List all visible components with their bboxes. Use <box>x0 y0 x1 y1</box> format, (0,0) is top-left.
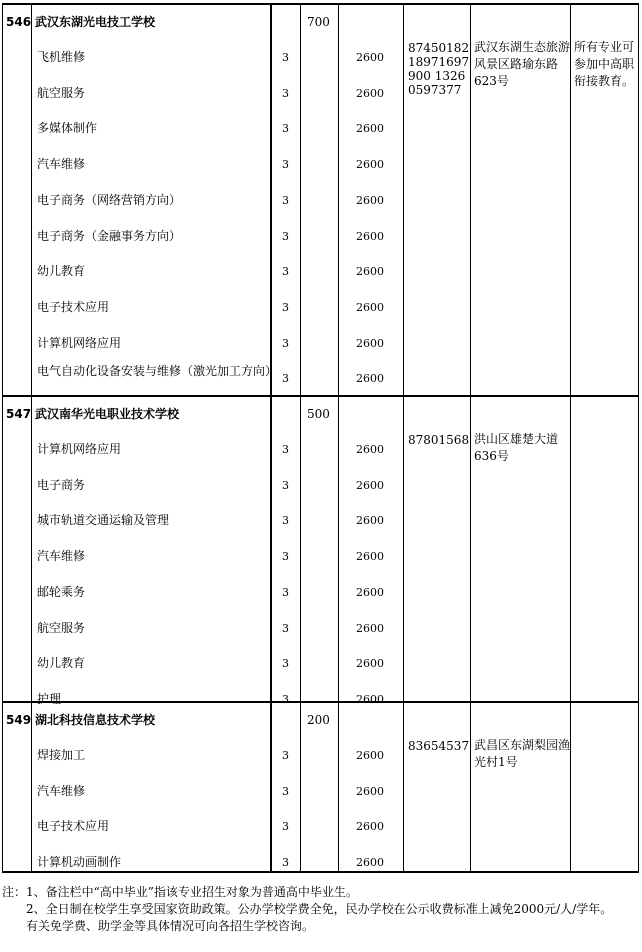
major-years: 3 <box>282 784 289 798</box>
major-years: 3 <box>282 300 289 314</box>
major-years: 3 <box>282 692 289 706</box>
major-fee: 2600 <box>356 856 384 870</box>
major-years: 3 <box>282 621 289 635</box>
major-name: 电子商务（金融事务方向） <box>37 228 182 243</box>
school-address: 武汉东湖生态旅游风景区路瑜东路623号 <box>474 40 571 88</box>
major-fee: 2600 <box>356 621 384 635</box>
school-quota: 200 <box>307 713 330 727</box>
major-fee: 2600 <box>356 265 384 279</box>
major-years: 3 <box>282 51 289 64</box>
school-name: 湖北科技信息技术学校 <box>35 713 156 727</box>
school-name: 武汉东湖光电技工学校 <box>35 15 156 29</box>
major-years: 3 <box>282 372 289 386</box>
major-years: 3 <box>282 265 289 279</box>
major-fee: 2600 <box>356 372 384 386</box>
major-fee: 2600 <box>356 300 384 314</box>
major-fee: 2600 <box>356 657 384 671</box>
major-name: 汽车维修 <box>37 157 86 172</box>
major-fee: 2600 <box>356 585 384 599</box>
major-name: 计算机动画制作 <box>37 855 122 870</box>
major-name: 电子技术应用 <box>37 819 110 834</box>
major-name: 护理 <box>37 691 62 706</box>
major-name: 航空服务 <box>37 85 86 100</box>
major-fee: 2600 <box>356 749 384 762</box>
major-years: 3 <box>282 514 289 528</box>
major-years: 3 <box>282 443 289 456</box>
school-block <box>2 701 639 871</box>
major-name: 电子商务 <box>37 477 86 492</box>
major-name: 汽车维修 <box>37 783 86 798</box>
major-fee: 2600 <box>356 51 384 64</box>
major-years: 3 <box>282 657 289 671</box>
major-fee: 2600 <box>356 229 384 243</box>
school-remark: 所有专业可参加中高职衔接教育。 <box>574 40 635 88</box>
footnotes <box>2 884 638 935</box>
school-phone: 87450182 18971697900 13260597377 <box>408 41 470 97</box>
major-years: 3 <box>282 86 289 100</box>
school-name: 武汉南华光电职业技术学校 <box>35 407 180 421</box>
major-fee: 2600 <box>356 514 384 528</box>
major-fee: 2600 <box>356 784 384 798</box>
major-name: 邮轮乘务 <box>37 584 86 599</box>
school-code: 546 <box>6 15 32 29</box>
major-years: 3 <box>282 550 289 564</box>
footnote-3: 有关免学费、助学金等具体情况可向各招生学校咨询。 <box>2 919 315 933</box>
major-fee: 2600 <box>356 692 384 706</box>
major-years: 3 <box>282 820 289 834</box>
major-name: 多媒体制作 <box>37 121 98 136</box>
major-years: 3 <box>282 478 289 492</box>
major-name: 电气自动化设备安装与维修（激光加工方向） <box>37 364 278 379</box>
major-name: 航空服务 <box>37 620 86 635</box>
major-fee: 2600 <box>356 86 384 100</box>
school-phone: 87801568 <box>408 433 470 447</box>
school-code: 547 <box>6 407 32 421</box>
major-name: 飞机维修 <box>37 50 86 64</box>
school-address: 武昌区东湖梨园渔光村1号 <box>474 738 571 769</box>
major-name: 计算机网络应用 <box>37 442 122 456</box>
major-fee: 2600 <box>356 336 384 350</box>
major-fee: 2600 <box>356 443 384 456</box>
major-name: 幼儿教育 <box>37 264 86 279</box>
major-years: 3 <box>282 336 289 350</box>
major-years: 3 <box>282 749 289 762</box>
major-fee: 2600 <box>356 122 384 136</box>
major-years: 3 <box>282 158 289 172</box>
footnote-2: 2、全日制在校学生享受国家资助政策。公办学校学费全免，民办学校在公示收费标准上减免2000元/人/学年。 <box>2 902 613 916</box>
school-block <box>2 3 639 395</box>
major-name: 电子技术应用 <box>37 299 110 314</box>
school-quota: 500 <box>307 407 330 421</box>
footnote-1: 注：1、备注栏中“高中毕业”指该专业招生对象为普通高中毕业生。 <box>2 885 358 899</box>
major-name: 焊接加工 <box>37 748 86 762</box>
major-fee: 2600 <box>356 820 384 834</box>
major-name: 电子商务（网络营销方向） <box>37 192 182 207</box>
major-years: 3 <box>282 193 289 207</box>
major-name: 汽车维修 <box>37 549 86 564</box>
major-years: 3 <box>282 229 289 243</box>
major-name: 计算机网络应用 <box>37 335 122 350</box>
major-years: 3 <box>282 585 289 599</box>
school-address: 洪山区雄楚大道636号 <box>474 432 559 463</box>
table-border-bottom <box>2 871 639 873</box>
major-fee: 2600 <box>356 193 384 207</box>
major-years: 3 <box>282 856 289 870</box>
school-block <box>2 395 639 706</box>
school-quota: 700 <box>307 15 330 29</box>
school-phone: 83654537 <box>408 739 470 753</box>
major-fee: 2600 <box>356 158 384 172</box>
major-fee: 2600 <box>356 550 384 564</box>
major-name: 城市轨道交通运输及管理 <box>37 513 170 528</box>
major-name: 幼儿教育 <box>37 656 86 671</box>
major-years: 3 <box>282 122 289 136</box>
major-fee: 2600 <box>356 478 384 492</box>
school-code: 549 <box>6 713 32 727</box>
